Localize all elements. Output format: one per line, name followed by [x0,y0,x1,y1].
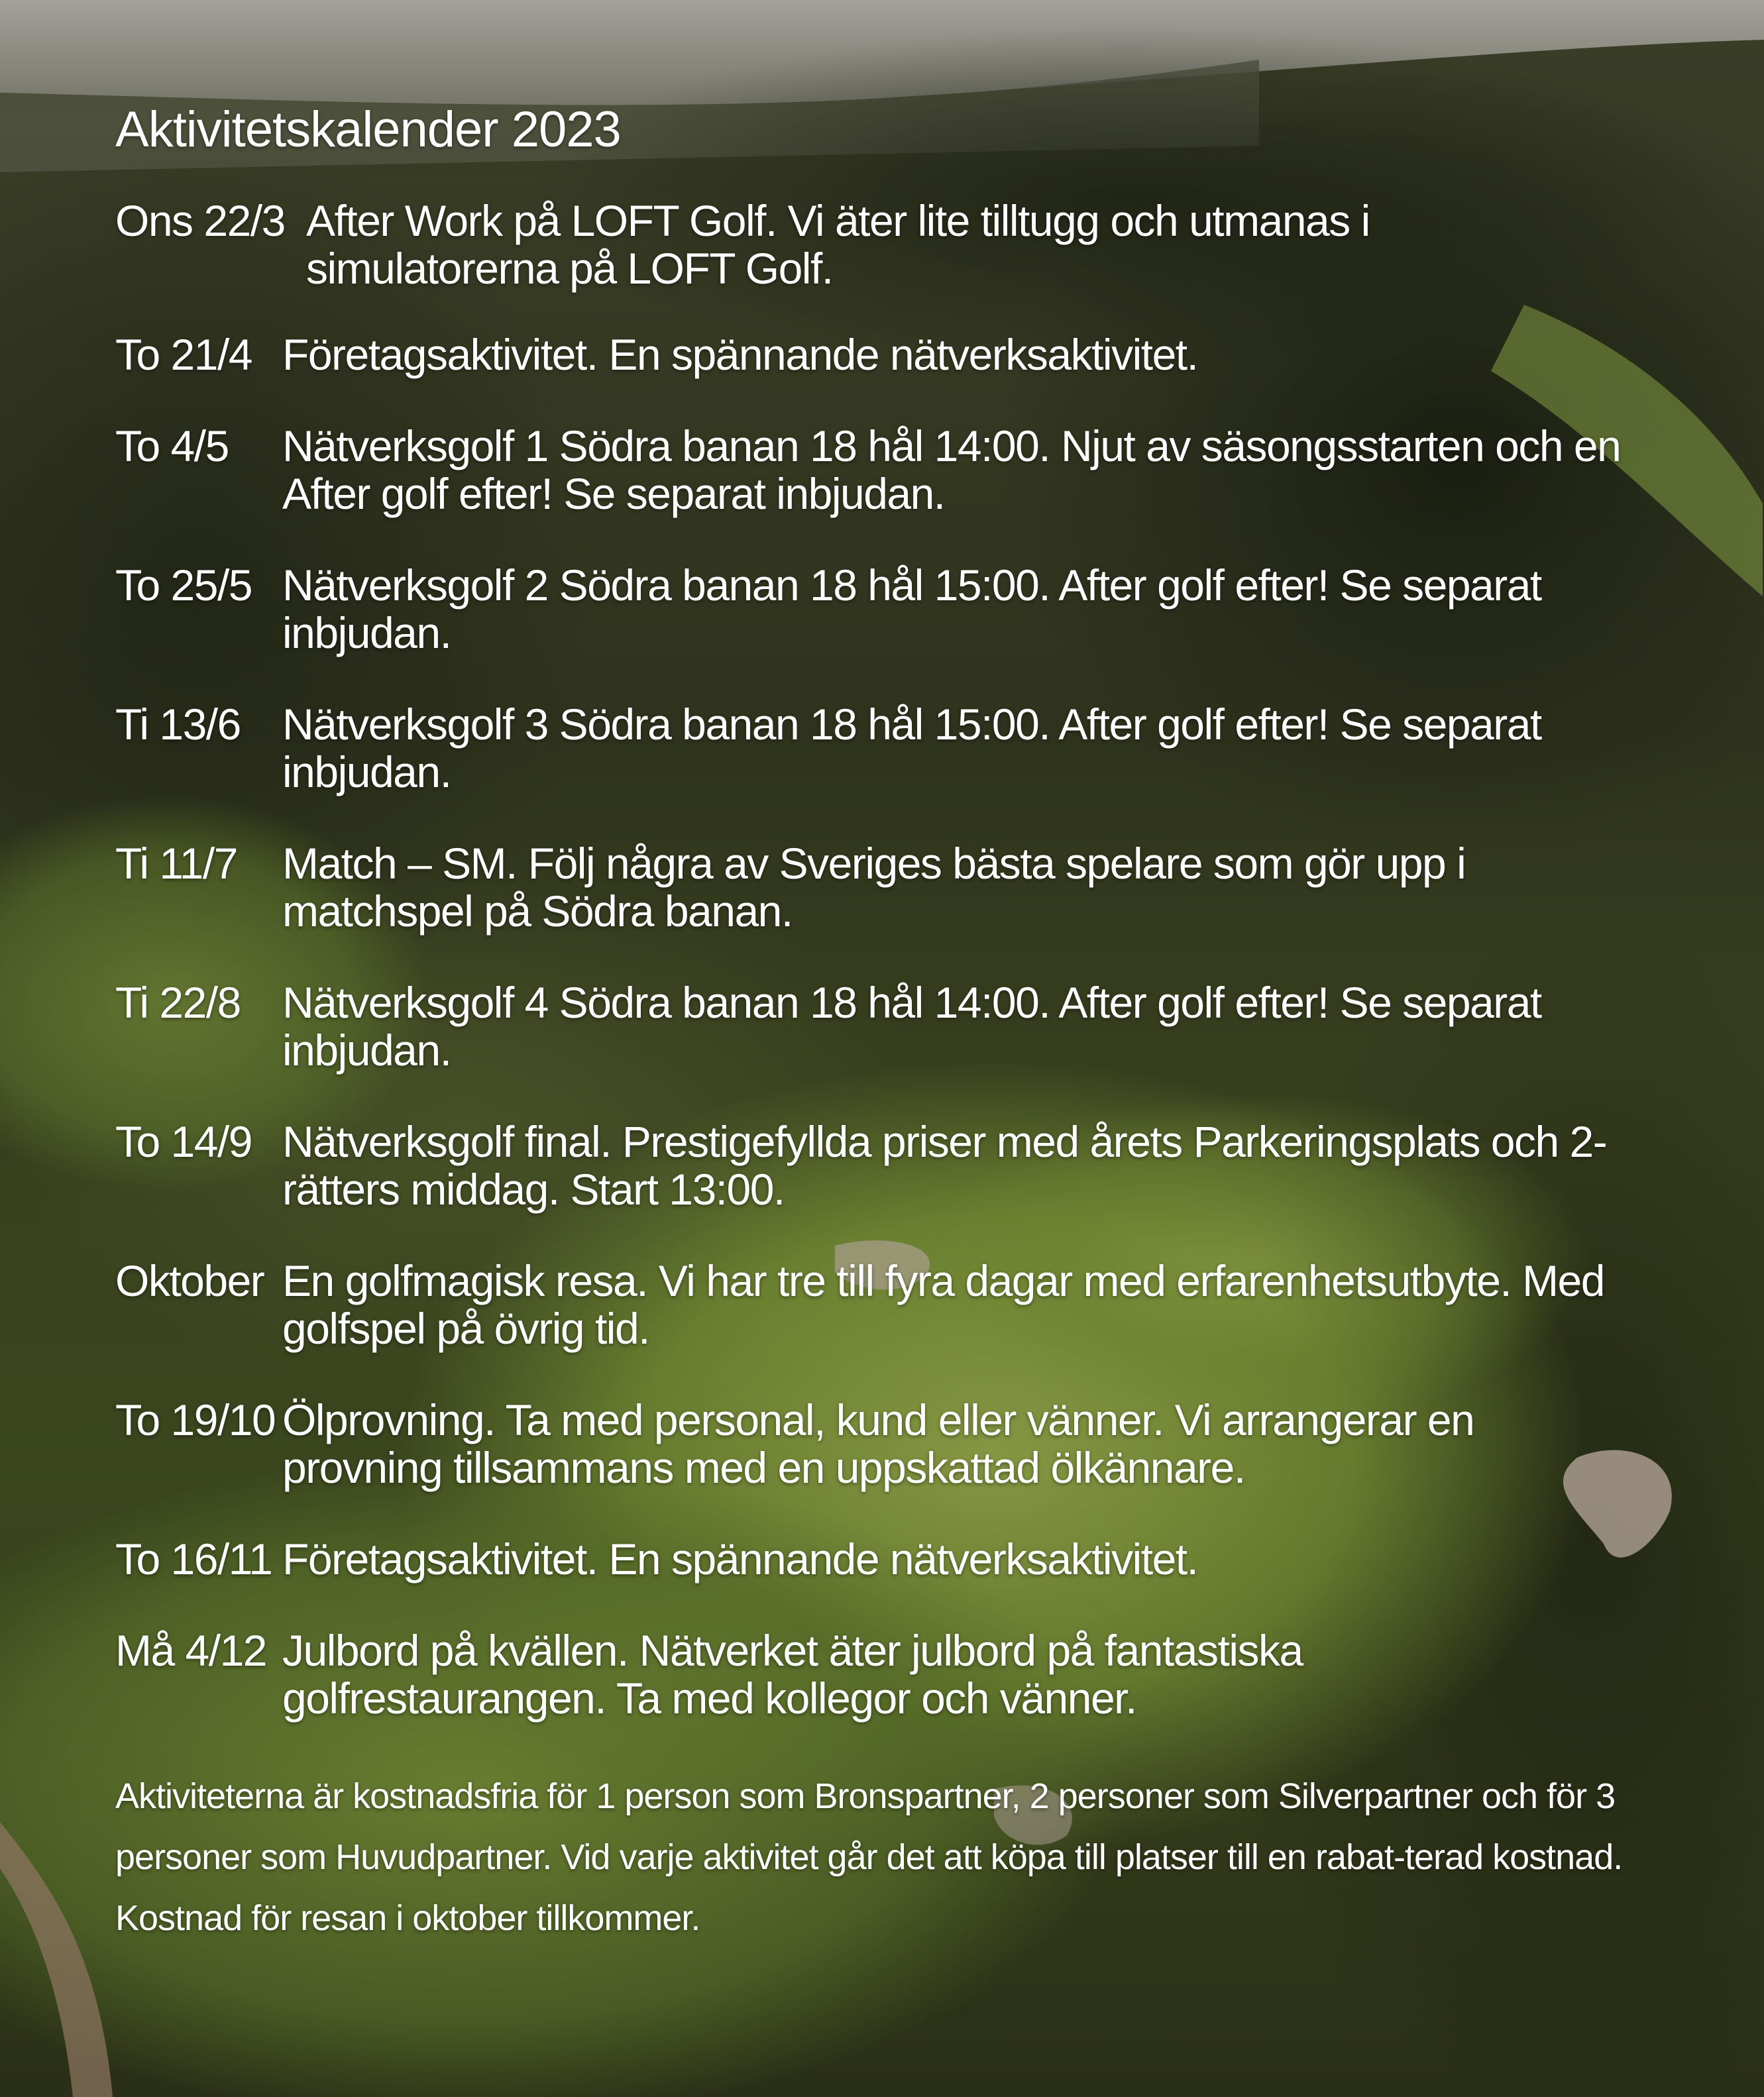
event-row [115,1257,1653,1352]
event-row [115,331,1653,378]
event-row [115,1118,1653,1213]
event-description: Företagsaktivitet. En spännande nätverksaktivitet. [282,330,1198,380]
event-description: En golfmagisk resa. Vi har tre till fyra dagar med erfarenhetsutbyte. Med golfspel på övrig tid. [282,1256,1604,1354]
page-title: Aktivitetskalender 2023 [115,101,621,158]
event-description: Match – SM. Följ några av Sveriges bästa spelare som gör upp i matchspel på Södra banan. [282,839,1466,936]
event-description: Nätverksgolf 3 Södra banan 18 hål 15:00. After golf efter! Se separat inbjudan. [282,700,1541,797]
event-date: To 4/5 [115,421,229,471]
event-date: To 19/10 [115,1395,276,1445]
event-description: Företagsaktivitet. En spännande nätverksaktivitet. [282,1534,1198,1584]
pricing-footnote: Aktiviteterna är kostnadsfria för 1 person som Bronspartner, 2 personer som Silverpartner och för 3 personer som Huvudpartner. Vid varje aktivitet går det att köpa till platser till en rabat-terad kostnad. Kostnad för resan i oktober tillkommer. [115,1776,1623,1939]
event-description: Ölprovning. Ta med personal, kund eller vänner. Vi arrangerar en provning tillsammans med en uppskattad ölkännare. [282,1395,1474,1493]
event-description: Nätverksgolf 1 Södra banan 18 hål 14:00. Njut av säsongsstarten och en After golf efter! Se separat inbjudan. [282,421,1621,519]
event-row [115,422,1653,517]
event-row [115,979,1653,1074]
event-row [115,561,1653,657]
event-date: Ti 11/7 [115,839,237,888]
event-description: Nätverksgolf 2 Södra banan 18 hål 15:00. After golf efter! Se separat inbjudan. [282,561,1541,658]
event-date: Oktober [115,1256,264,1306]
event-date: Ti 22/8 [115,978,241,1028]
event-row [115,1535,1653,1583]
event-date: To 16/11 [115,1534,272,1584]
event-row [115,700,1653,796]
event-date: Ons 22/3 [115,196,285,246]
event-row [115,197,1653,292]
event-date: To 21/4 [115,330,252,380]
event-list [115,197,1653,1722]
event-date: Må 4/12 [115,1626,266,1676]
event-row [115,1627,1653,1722]
event-description: Nätverksgolf 4 Södra banan 18 hål 14:00. After golf efter! Se separat inbjudan. [282,978,1541,1075]
event-date: Ti 13/6 [115,700,241,749]
event-row [115,839,1653,935]
event-date: To 25/5 [115,561,252,610]
event-description: Nätverksgolf final. Prestigefyllda priser med årets Parkeringsplats och 2-rätters middag. Start 13:00. [282,1117,1607,1214]
event-row [115,1396,1653,1491]
event-description: Julbord på kvällen. Nätverket äter julbord på fantastiska golfrestaurangen. Ta med kollegor och vänner. [282,1626,1303,1723]
event-date: To 14/9 [115,1117,252,1167]
event-description: After Work på LOFT Golf. Vi äter lite tilltugg och utmanas i simulatorerna på LOFT Golf. [306,196,1370,294]
calendar-content [115,99,1653,1984]
